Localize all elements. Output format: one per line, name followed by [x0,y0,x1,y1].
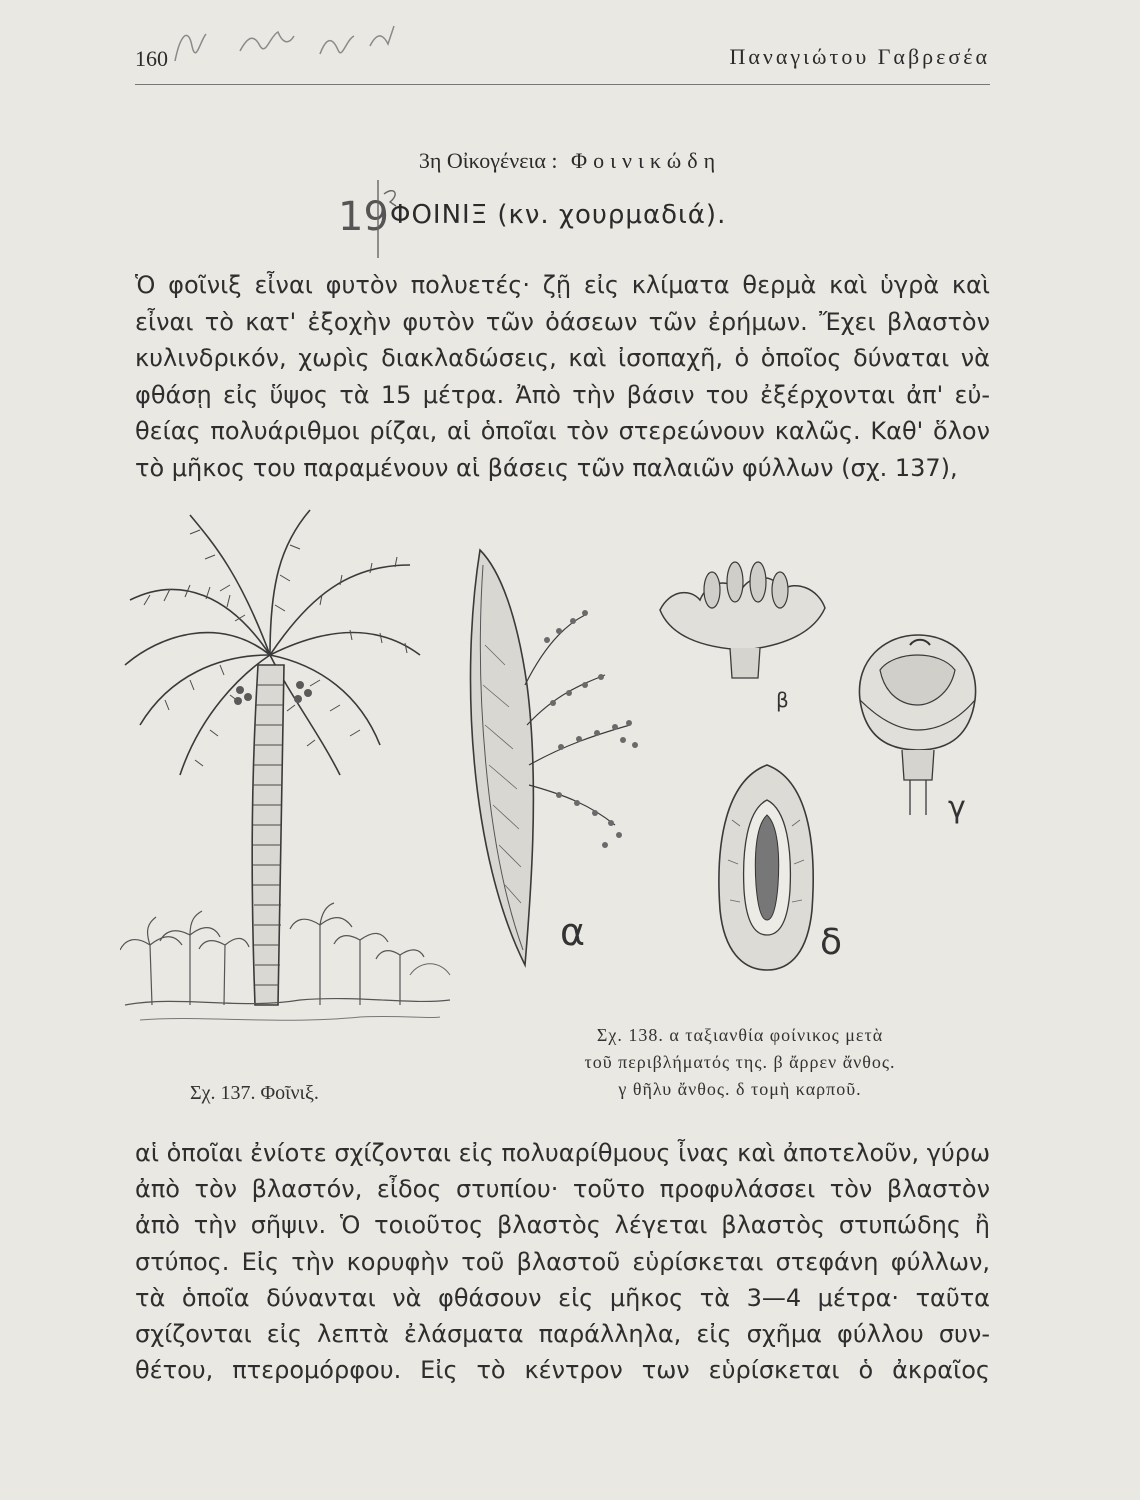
paragraph-2 [135,1135,990,1388]
text-line: αἱ ὁποῖαι ἐνίοτε σχίζονται εἰς πολυαρίθμους ἶνας καὶ ἀποτελοῦν, γύρω [135,1139,991,1167]
text-line: θέτου, πτερομόρφου. Εἰς τὸ κέντρον των εὑρίσκεται ὁ ἀκραῖος [135,1356,990,1385]
caption-line: γ θῆλυ ἄνθος. δ τομὴ καρποῦ. [618,1079,862,1099]
label-gamma: γ [948,790,966,825]
female-flower-illustration [840,620,995,820]
caption-line: Σχ. 138. α ταξιανθία φοίνικος μετὰ [596,1025,884,1045]
family-heading [0,148,1140,174]
text-line: τὰ ὁποῖα δύνανται νὰ φθάσουν εἰς μῆκος τὰ 3—4 μέτρα· ταῦτα [135,1283,990,1312]
figure-138-caption [520,1022,960,1103]
pencil-scribble [170,6,430,76]
caption-line: τοῦ περιβλήματός της. β ἄρρεν ἄνθος. [584,1052,896,1072]
family-name: Φοινικώδη [571,148,722,173]
fruit-section-illustration [712,760,822,975]
text-line: θείας πολυάριθμοι ρίζαι, αἱ ὁποῖαι τὸν στερεώνουν καλῶς. Καθ' ὅλον [135,417,990,446]
header-rule [135,84,990,85]
figure-137-caption: Σχ. 137. Φοῖνιξ. [190,1082,319,1104]
text-line: ἀπὸ τὴν σῆψιν. Ὁ τοιοῦτος βλαστὸς λέγεται βλαστὸς στυπώδης ἢ [135,1211,990,1240]
text-line: τὸ μῆκος του παραμένουν αἱ βάσεις τῶν παλαιῶν φύλλων (σχ. 137), [135,453,958,482]
text-line: φθάσῃ εἰς ὕψος τὰ 15 μέτρα. Ἀπὸ τὴν βάσιν του ἐξέρχονται ἀπ' εὐ- [135,380,990,409]
entry-title: ΦΟΙΝΙΞ (κν. χουρμαδιά). [390,200,727,230]
text-line: εἶναι τὸ κατ' ἐξοχὴν φυτὸν τῶν ὀάσεων τῶν ἐρήμων. Ἔχει βλαστὸν [135,307,990,336]
palm-tree-illustration [120,505,460,1065]
label-alpha: α [560,910,586,954]
text-line: στύπος. Εἰς τὴν κορυφὴν τοῦ βλαστοῦ εὑρίσκεται στεφάνη φύλλων, [135,1247,990,1276]
text-line: κυλινδρικόν, χωρὶς διακλαδώσεις, καὶ ἰσοπαχῆ, ὁ ὁποῖος δύναται νὰ [135,344,990,373]
running-head: Παναγιώτου Γαβρεσέα [729,44,990,69]
text-line: ἀπὸ τὸν βλαστόν, εἶδος στυπίου· τοῦτο προφυλάσσει τὸν βλαστὸν [135,1175,990,1204]
pencil-note-text: 19 [338,194,389,240]
text-line: σχίζονται εἰς λεπτὰ ἐλάσματα παράλληλα, εἰς σχῆμα φύλλου συν- [135,1320,990,1349]
page-number: 160 [135,46,168,71]
family-prefix: 3η Οἰκογένεια : [418,148,558,173]
inflorescence-illustration [455,525,660,975]
label-delta: δ [820,922,843,963]
male-flower-illustration [650,560,840,690]
label-beta: β [776,688,789,712]
paragraph-1 [135,267,990,487]
text-line: Ὁ φοῖνιξ εἶναι φυτὸν πολυετές· ζῇ εἰς κλίματα θερμὰ καὶ ὑγρὰ καὶ [135,271,990,299]
